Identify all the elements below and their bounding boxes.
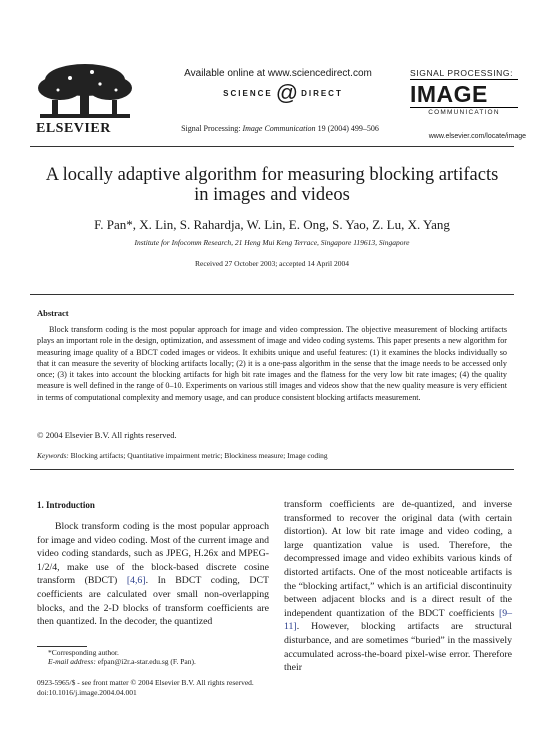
citation-link[interactable]: [4,6] <box>126 575 146 587</box>
header-divider <box>30 146 514 147</box>
publisher-name: ELSEVIER <box>36 121 111 136</box>
left-column-text: Block transform coding is the most popular approach for image and video coding. Most of the current image and video coding standards, such as JPEG, H.26x and MPEG-1/2/4, make use of the block-based discrete cosine transform (BDCT) [4,6]. In BDCT coding, DCT coefficients are calculated over small non-overlapping blocks, and the 2-D blocks of transform coefficients are then quantized. In the decoder, the quantized <box>37 521 269 628</box>
doi-line[interactable]: doi:10.1016/j.image.2004.04.001 <box>37 688 137 697</box>
footnote-divider <box>37 646 87 647</box>
journal-logo-bottom: COMMUNICATION <box>410 107 518 116</box>
journal-logo <box>410 68 518 116</box>
abstract-copyright: © 2004 Elsevier B.V. All rights reserved. <box>37 430 177 440</box>
sciencedirect-logo <box>203 80 363 105</box>
sd-direct-text: DIRECT <box>301 88 343 98</box>
sd-science-text: SCIENCE <box>223 88 273 98</box>
affiliation: Institute for Infocomm Research, 21 Heng Mui Keng Terrace, Singapore 119613, Singapore <box>134 238 410 247</box>
received-dates: Received 27 October 2003; accepted 14 April 2004 <box>195 259 349 268</box>
abstract-heading: Abstract <box>37 308 69 318</box>
citation-link[interactable]: [9–11] <box>284 607 512 633</box>
abstract-body: Block transform coding is the most popular approach for image and video compression. The objective measurement of blocking artifacts plays an important role in the design, optimization, and assessment of image and video coding systems. This paper presents a new algorithm for measuring image quality of a BDCT coded images or videos. It exhibits unique and useful features: (1) it examines the blocks individually so that it can measure the severity of blocking artifacts locally; (2) it is a one-pass algorithm in the sense that the image needs to be accessed only once; (3) it takes into account the blocking artifacts for high bit rate images and the flatness for the very low bit rate images; (4) the quality measure is well defined in the range of 0–10. Experiments on various still images and videos show that the new quality measure is very efficient in terms of computational complexity and memory usage, and can produce consistent blocking artifacts measurement. <box>37 325 507 402</box>
section-heading: 1. Introduction <box>37 500 95 510</box>
keywords: Keywords: Blocking artifacts; Quantitative impairment metric; Blockiness measure; Image coding <box>37 451 328 460</box>
journal-logo-main: IMAGE <box>410 81 488 107</box>
issn-line: 0923-5965/$ - see front matter © 2004 Elsevier B.V. All rights reserved. <box>37 678 254 687</box>
corresponding-author-note: *Corresponding author. <box>48 648 119 657</box>
journal-url[interactable]: www.elsevier.com/locate/image <box>428 133 526 140</box>
abstract-top-divider <box>30 294 514 295</box>
journal-logo-top: SIGNAL PROCESSING: <box>410 68 518 80</box>
right-column-text: transform coefficients are de-quantized, and inverse transformed to recover the original data (with certain distortion). At low bit rate image and video coding, a large quantization value is used. Therefore, the decompressed image and video exhibits various kinds of distorted artifacts. One of the most noticeable artifacts is the “blocking artifact,” which is an artificial discontinuity between adjacent blocks and is a direct result of the independent quantization of the BDCT coefficients [9–11]. However, blocking artifacts are structural disturbance, and are sometimes “buried” in the massively accumulated across-the-board pixel-wise error. Therefore their <box>284 499 512 674</box>
abstract-bottom-divider <box>30 469 514 470</box>
author-list: F. Pan*, X. Lin, S. Rahardja, W. Lin, E. Ong, S. Yao, Z. Lu, X. Yang <box>94 217 450 232</box>
availability-line: Available online at www.sciencedirect.com <box>184 68 372 79</box>
sd-at-icon: @ <box>275 80 299 105</box>
email-note: E-mail address: efpan@i2r.a-star.edu.sg (F. Pan). <box>48 657 196 666</box>
article-title: A locally adaptive algorithm for measuring blocking artifacts in images and videos <box>45 165 499 205</box>
journal-citation: Signal Processing: Image Communication 19 (2004) 499–506 <box>181 124 379 133</box>
